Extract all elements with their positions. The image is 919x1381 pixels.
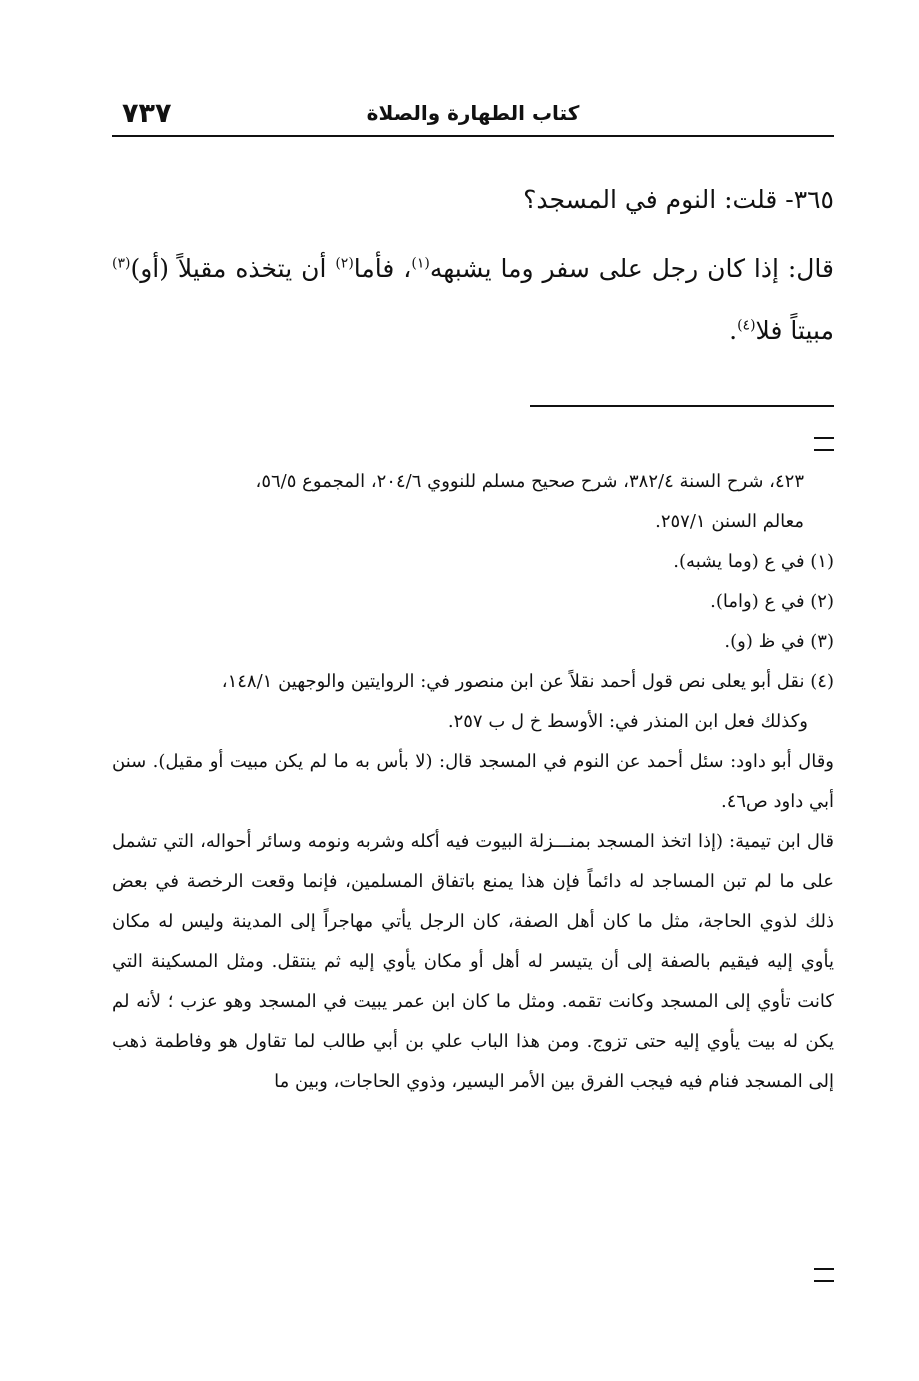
question-heading: ٣٦٥- قلت: النوم في المسجد؟ bbox=[523, 185, 834, 214]
footnote-line: وكذلك فعل ابن المنذر في: الأوسط خ ل ب ٢٥٧. bbox=[447, 711, 808, 732]
answer-paragraph bbox=[112, 238, 834, 362]
running-title: كتاب الطهارة والصلاة bbox=[366, 101, 580, 125]
footnote-line: ٤٢٣، شرح السنة ٣٨٢/٤، شرح صحيح مسلم للنووي ٢٠٤/٦، المجموع ٥٦/٥، bbox=[255, 471, 804, 492]
footnote-4 bbox=[112, 662, 834, 742]
header-rule bbox=[112, 135, 834, 137]
footnote-continuation bbox=[112, 462, 834, 542]
answer-text: . bbox=[729, 316, 738, 345]
footnote-separator bbox=[530, 405, 834, 407]
footnote-line: معالم السنن ٢٥٧/١. bbox=[655, 511, 804, 532]
answer-text: ، فأما bbox=[353, 254, 412, 283]
footnote-2: (٢) في ع (واما). bbox=[710, 591, 834, 612]
footnote-3: (٣) في ظ (و). bbox=[724, 631, 834, 652]
footnote-line: (٤) نقل أبو يعلى نص قول أحمد نقلاً عن ابن منصور في: الروايتين والوجهين ١٤٨/١، bbox=[221, 671, 834, 692]
footnote-ref: (١) bbox=[411, 255, 430, 272]
footnotes bbox=[112, 462, 834, 1102]
main-text bbox=[112, 180, 834, 362]
footnote-ref: (٤) bbox=[737, 317, 756, 334]
footnote-1: (١) في ع (وما يشبه). bbox=[673, 551, 834, 572]
continuation-mark bbox=[814, 1268, 834, 1282]
answer-text: قال: إذا كان رجل على سفر وما يشبهه bbox=[429, 254, 834, 283]
page-number: ٧٣٧ bbox=[122, 98, 172, 129]
answer-text: أن يتخذه مقيلاً (أو) bbox=[130, 254, 336, 283]
continuation-mark bbox=[814, 437, 834, 451]
footnote-ref: (٣) bbox=[112, 255, 131, 272]
page-header bbox=[112, 95, 834, 135]
footnote-ref: (٢) bbox=[335, 255, 354, 272]
footnote-4-quote-ibn-taymiyya: قال ابن تيمية: (إذا اتخذ المسجد بمنـــزلة البيوت فيه أكله وشربه ونومه وسائر أحواله، التي تشمل على ما لم تبن المساجد له دائماً فإن هذا يمنع باتفاق المسلمين، فإنما وقعت الرخصة في بعض ذلك لذوي الحاجة، مثل ما كان أهل الصفة، كان الرجل يأتي مهاجراً إلى المدينة وليس له مكان يأوي إليه فيقيم بالصفة إلى أن يتيسر له أهل أو مكان يأوي إليه ثم ينتقل. ومثل المسكينة التي كانت تأوي إلى المسجد وكانت تقمه. ومثل ما كان ابن عمر يبيت في المسجد وهو عزب ؛ لأنه لم يكن له بيت يأوي إليه حتى تزوج. ومن هذا الباب علي بن أبي طالب لما تقاول هو وفاطمة ذهب إلى المسجد فنام فيه فيجب الفرق بين الأمر اليسير، وذوي الحاجات، وبين ما bbox=[112, 831, 834, 1092]
answer-text: مبيتاً فلا bbox=[755, 316, 834, 345]
footnote-4-quote-abu-dawud: وقال أبو داود: سئل أحمد عن النوم في المسجد قال: (لا بأس به ما لم يكن مبيت أو مقيل). سنن أبي داود ص٤٦. bbox=[112, 751, 834, 812]
